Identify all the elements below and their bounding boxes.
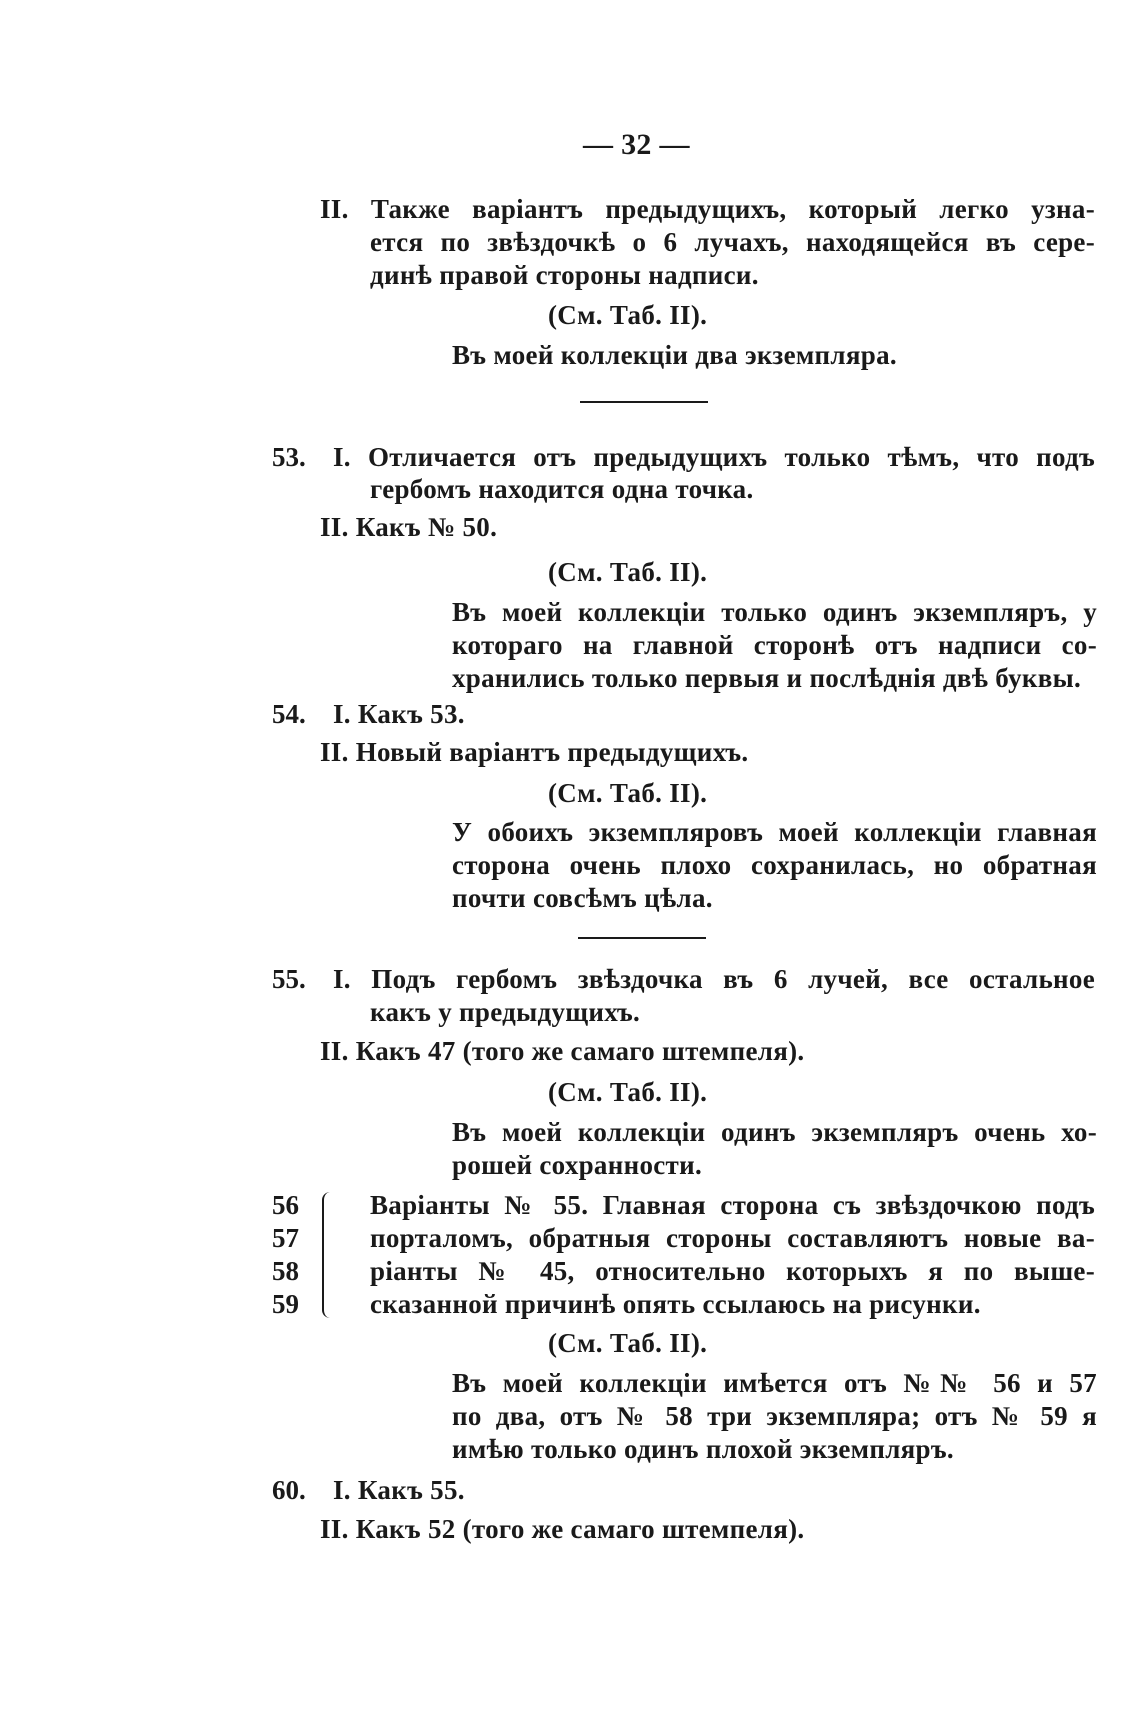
- entry-53-table-ref: (См. Таб. II).: [548, 557, 708, 587]
- entry-52-line-2: ется по звѣздочкѣ о 6 лучахъ, находящейся въ серe-: [370, 227, 1095, 257]
- entry-52-collection-note: Въ моей коллекціи два экземпляра.: [452, 340, 897, 370]
- entry-55-note-2: рошей сохранности.: [452, 1150, 702, 1180]
- entry-56-number: 56: [272, 1190, 299, 1220]
- entry-55-number: 55.: [272, 964, 306, 994]
- entry-55-note-1: Въ моей коллекціи одинъ экземпляръ очень хо-: [452, 1117, 1097, 1147]
- entry-55-line-3: II. Какъ 47 (того же самаго штемпеля).: [320, 1036, 805, 1066]
- entry-60-line-1: I. Какъ 55.: [333, 1475, 465, 1505]
- section-divider: [578, 937, 706, 939]
- entry-56-note-2: по два, отъ № 58 три экземпляра; отъ № 59 я: [452, 1401, 1097, 1431]
- entry-53-note-2: котораго на главной сторонѣ отъ надписи со-: [452, 630, 1097, 660]
- entry-56-line-3: ріанты № 45, относительно которыхъ я по выше-: [370, 1256, 1095, 1286]
- entry-52-table-ref: (См. Таб. II).: [548, 300, 708, 330]
- entry-54-table-ref: (См. Таб. II).: [548, 778, 708, 808]
- entry-53-note-3: хранились только первыя и послѣднія двѣ буквы.: [452, 663, 1082, 693]
- entry-60-number: 60.: [272, 1475, 306, 1505]
- entry-53-line-2: гербомъ находится одна точка.: [370, 474, 754, 504]
- entry-54-number: 54.: [272, 699, 306, 729]
- entry-54-note-3: почти совсѣмъ цѣла.: [452, 883, 713, 913]
- entry-53-line-3: II. Какъ № 50.: [320, 512, 498, 542]
- entry-54-line-1: I. Какъ 53.: [333, 699, 465, 729]
- entry-52-line-1: II. Также варіантъ предыдущихъ, который легко узна-: [320, 194, 1095, 224]
- entry-56-note-1: Въ моей коллекціи имѣется отъ №№ 56 и 57: [452, 1368, 1097, 1398]
- entry-55-line-1: I. Подъ гербомъ звѣздочка въ 6 лучей, все остальное: [333, 964, 1095, 994]
- entry-55-table-ref: (См. Таб. II).: [548, 1077, 708, 1107]
- entry-56-line-2: порталомъ, обратныя стороны составляютъ новые ва-: [370, 1223, 1095, 1253]
- entry-56-table-ref: (См. Таб. II).: [548, 1328, 708, 1358]
- entry-52-line-3: динѣ правой стороны надписи.: [370, 260, 759, 290]
- entry-55-line-2: какъ у предыдущихъ.: [370, 997, 641, 1027]
- entry-54-note-1: У обоихъ экземпляровъ моей коллекціи главная: [452, 817, 1097, 847]
- entry-54-line-2: II. Новый варіантъ предыдущихъ.: [320, 737, 749, 767]
- entry-57-number: 57: [272, 1223, 299, 1253]
- entry-53-number: 53.: [272, 442, 306, 472]
- entry-53-line-1: I. Отличается отъ предыдущихъ только тѣмъ, что подъ: [333, 442, 1095, 472]
- entry-54-note-2: сторона очень плохо сохранилась, но обратная: [452, 850, 1097, 880]
- page-number: — 32 —: [583, 128, 690, 161]
- entry-56-line-1: Варіанты № 55. Главная сторона съ звѣздочкою подъ: [370, 1190, 1095, 1220]
- entry-58-number: 58: [272, 1256, 299, 1286]
- entry-56-line-4: сказанной причинѣ опять ссылаюсь на рисунки.: [370, 1289, 981, 1319]
- entry-53-note-1: Въ моей коллекціи только одинъ экземпляръ, у: [452, 597, 1097, 627]
- entry-60-line-2: II. Какъ 52 (того же самаго штемпеля).: [320, 1514, 805, 1544]
- section-divider: [580, 401, 708, 403]
- entry-56-note-3: имѣю только одинъ плохой экземпляръ.: [452, 1434, 954, 1464]
- grouping-brace: [322, 1192, 334, 1318]
- entry-59-number: 59: [272, 1289, 299, 1319]
